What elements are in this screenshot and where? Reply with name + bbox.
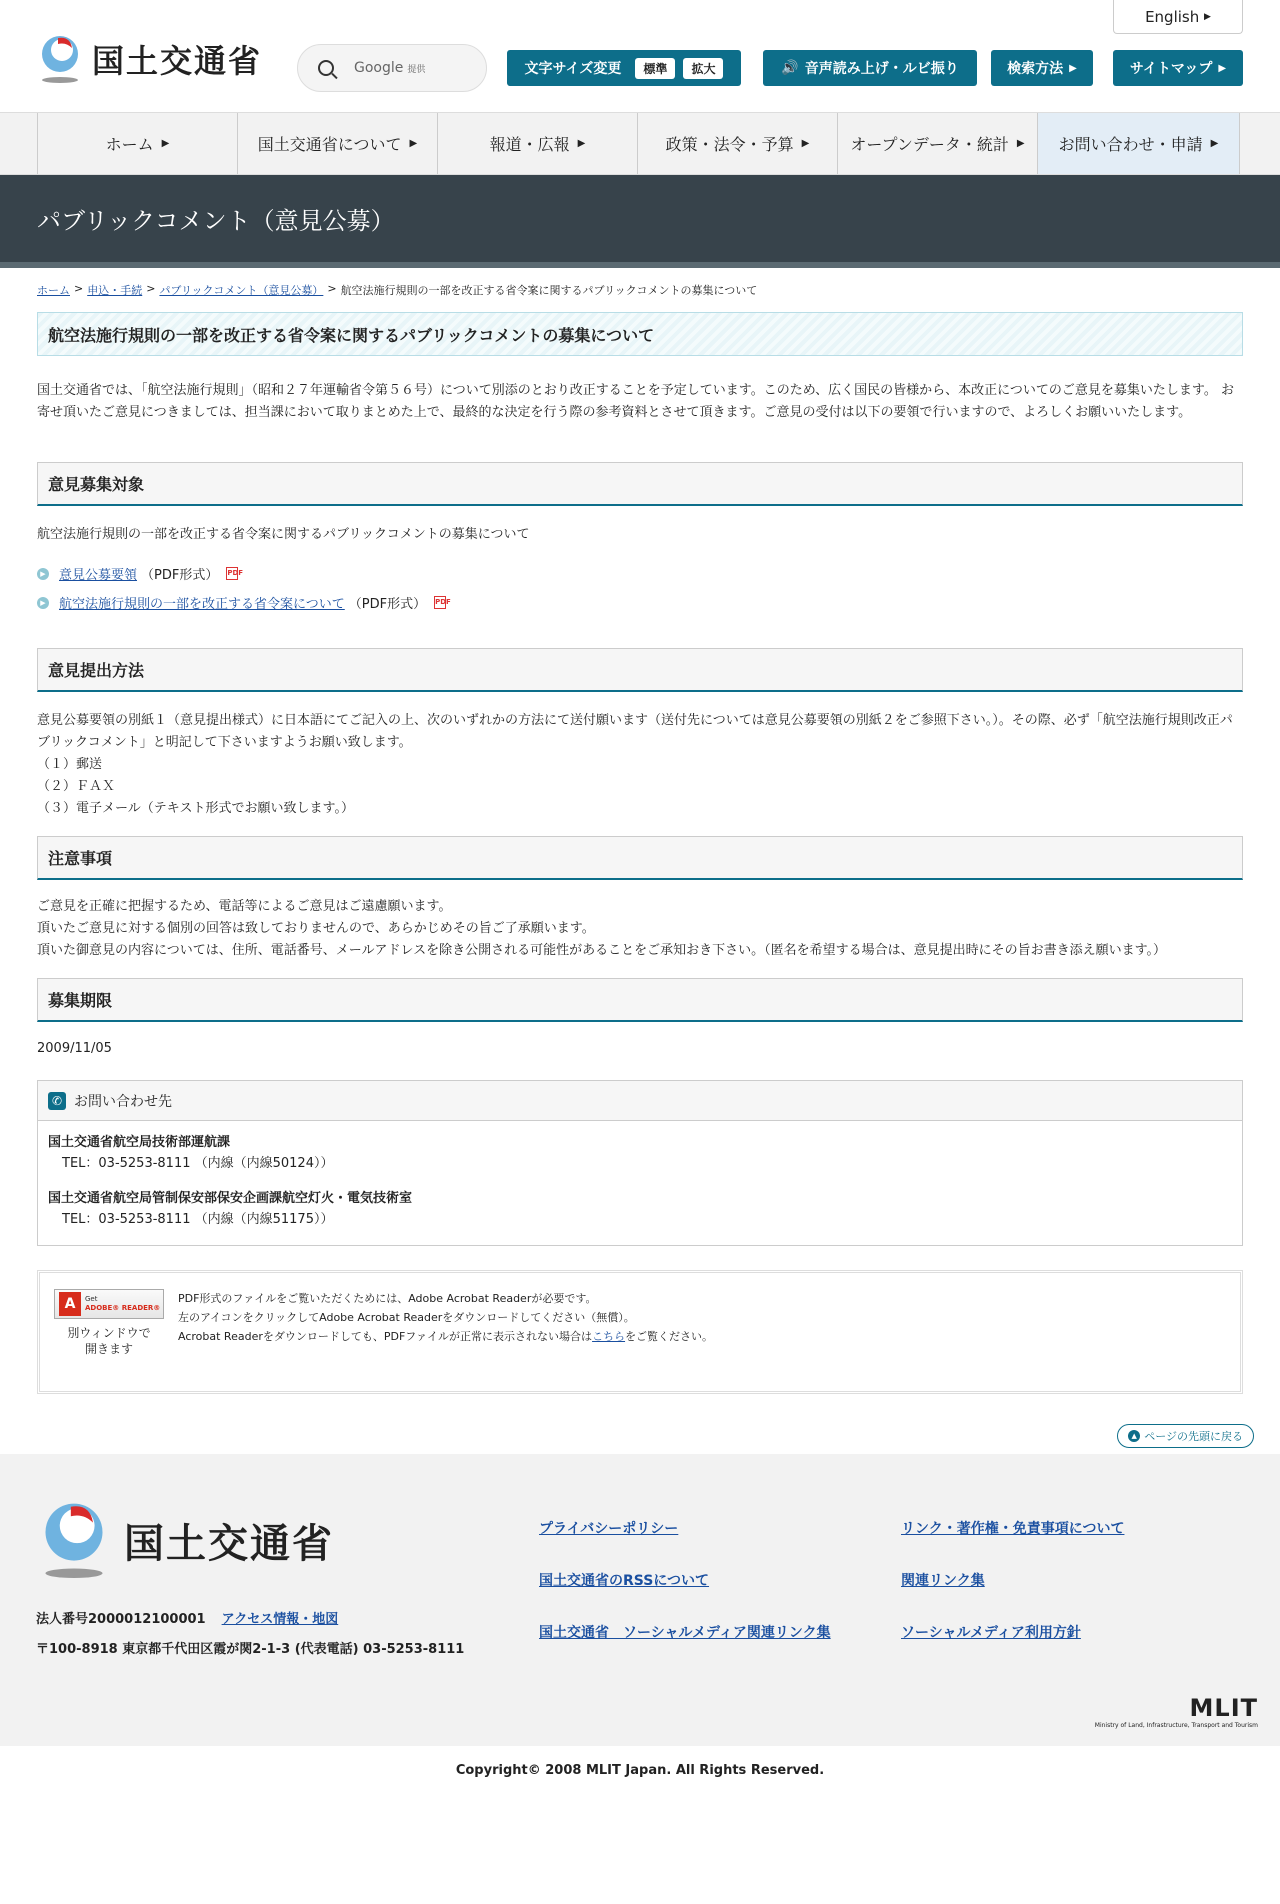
- rss-link[interactable]: 国土交通省のRSSについて: [539, 1573, 710, 1589]
- chevron-right-icon: ▶: [1210, 138, 1219, 149]
- back-to-top-button[interactable]: [1117, 1424, 1254, 1448]
- english-label: English: [1145, 7, 1200, 26]
- contact-heading-label: お問い合わせ先: [74, 1093, 172, 1110]
- nav-label: ホーム: [105, 135, 154, 154]
- font-size-standard-button[interactable]: 標準: [635, 58, 675, 79]
- breadcrumb-current: 航空法施行規則の一部を改正する省令案に関するパブリックコメントの募集について: [340, 284, 758, 297]
- bullet-arrow-icon: ▶: [37, 597, 49, 609]
- acrobat-caption: 別ウィンドウで 開きます: [67, 1326, 151, 1356]
- acrobat-info-line: PDF形式のファイルをご覧いただくためには、Adobe Acrobat Readerが必要です。: [178, 1292, 597, 1305]
- note-line: ご意見を正確に把握するため、電話等によるご意見はご遠慮願います。: [37, 899, 452, 914]
- acrobat-notice: [37, 1270, 1243, 1394]
- pdf-icon: PDF: [434, 596, 446, 609]
- speaker-icon: 🔊: [781, 60, 799, 76]
- article-lead: 国土交通省では、「航空法施行規則」（昭和２７年運輸省令第５６号）について別添のとおり改正することを予定しています。このため、広く国民の皆様から、本改正についてのご意見を募集いたします。 お寄せ頂いたご意見につきましては、担当課において取りまとめた上で、最終的な決定を行う際の参考資料とさせて頂きます。ご意見の受付は以下の要領で行いますので、よろしくお願いいたします。: [37, 383, 1235, 420]
- guidelines-link[interactable]: 意見公募要領: [59, 568, 138, 583]
- copyright-disclaimer-link[interactable]: リンク・著作権・免責事項について: [901, 1521, 1125, 1537]
- phone-icon: ✆: [48, 1092, 66, 1110]
- note-line: 頂いたご意見に対する個別の回答は致しておりませんので、あらかじめその旨ご了承願います。: [37, 921, 595, 936]
- chevron-right-icon: ▶: [801, 138, 810, 149]
- breadcrumb-procedures[interactable]: 申込・手続: [87, 284, 143, 297]
- get-adobe-reader-button[interactable]: [54, 1289, 164, 1319]
- nav-label: 報道・広報: [489, 135, 570, 154]
- breadcrumb-public-comment[interactable]: パブリックコメント（意見公募）: [159, 284, 324, 297]
- sitemap-button[interactable]: [1113, 50, 1243, 86]
- logo-text: 国土交通省: [92, 42, 263, 80]
- pdf-format-label: （PDF形式）: [141, 568, 219, 583]
- main-content: [0, 282, 1280, 1394]
- pdf-icon: PDF: [226, 567, 238, 580]
- footer-logo-text: 国土交通省: [124, 1520, 334, 1567]
- voice-ruby-label: 音声読み上げ・ルビ振り: [804, 61, 959, 77]
- nav-contact[interactable]: [1037, 113, 1240, 174]
- sitemap-label: サイトマップ: [1129, 61, 1213, 77]
- mlit-wordmark: [1095, 1694, 1258, 1729]
- contact-tel: TEL：03-5253-8111 （内線（内線51175））: [62, 1212, 334, 1227]
- footer-address: 〒100-8918 東京都千代田区霞が関2-1-3 (代表電話) 03-5253-8111: [36, 1642, 465, 1657]
- section-heading-deadline: 募集期限: [37, 978, 1243, 1022]
- search-method-button[interactable]: [991, 50, 1093, 86]
- acrobat-info-line: 左のアイコンをクリックしてAdobe Acrobat Readerをダウンロードしてください（無償）。: [178, 1311, 635, 1324]
- breadcrumb-home[interactable]: ホーム: [37, 284, 70, 297]
- nav-about[interactable]: [237, 113, 437, 174]
- breadcrumb-separator: >: [327, 282, 337, 295]
- nav-label: お問い合わせ・申請: [1058, 135, 1203, 154]
- get-adobe-reader-badge[interactable]: [54, 1289, 164, 1375]
- adobe-reader-icon: A: [59, 1292, 81, 1316]
- nav-home[interactable]: [37, 113, 237, 174]
- adobe-badge-text: Get ADOBE® READER®: [85, 1295, 161, 1312]
- back-to-top-label: ページの先頭に戻る: [1144, 1430, 1243, 1443]
- article-title: 航空法施行規則の一部を改正する省令案に関するパブリックコメントの募集について: [37, 312, 1243, 356]
- method-item: （２）ＦＡＸ: [37, 779, 116, 794]
- english-button[interactable]: [1113, 0, 1243, 34]
- mlit-wordmark-sub: Ministry of Land, Infrastructure, Transport and Tourism: [1094, 1722, 1258, 1729]
- nav-policy[interactable]: [637, 113, 837, 174]
- social-media-policy-link[interactable]: ソーシャルメディア利用方針: [901, 1625, 1081, 1641]
- method-item: （１）郵送: [37, 757, 103, 772]
- chevron-right-icon: ▶: [1218, 62, 1227, 74]
- copyright: Copyright© 2008 MLIT Japan. All Rights Reserved.: [0, 1746, 1280, 1794]
- font-size-label: 文字サイズ変更: [524, 61, 622, 77]
- corp-number-row: [36, 1608, 338, 1627]
- mlit-logo-icon: [36, 34, 84, 84]
- contact-box: [37, 1080, 1243, 1246]
- page-title: パブリックコメント（意見公募）: [37, 207, 395, 235]
- page-title-band: [0, 175, 1280, 268]
- nav-press[interactable]: [437, 113, 637, 174]
- mlit-logo-icon: [36, 1498, 112, 1582]
- note-line: 頂いた御意見の内容については、住所、電話番号、メールアドレスを除き公開される可能性があることをご承知おき下さい。（匿名を希望する場合は、意見提出時にその旨お書き添え願います。）: [37, 943, 1167, 958]
- bullet-arrow-icon: ▶: [37, 568, 49, 580]
- nav-label: オープンデータ・統計: [850, 135, 1009, 154]
- section-heading-notes: 注意事項: [37, 836, 1243, 880]
- draft-ordinance-link[interactable]: 航空法施行規則の一部を改正する省令案について: [59, 597, 345, 612]
- global-nav: [0, 112, 1280, 175]
- search-icon: [318, 60, 334, 76]
- site-header: [0, 0, 1280, 112]
- search-label: Google 提供: [354, 60, 426, 76]
- search-method-label: 検索方法: [1007, 61, 1064, 77]
- chevron-right-icon: ▶: [1069, 62, 1077, 74]
- privacy-policy-link[interactable]: プライバシーポリシー: [539, 1521, 679, 1537]
- breadcrumb-separator: >: [74, 282, 84, 295]
- target-text: 航空法施行規則の一部を改正する省令案に関するパブリックコメントの募集について: [37, 527, 530, 542]
- contact-org: 国土交通省航空局技術部運航課: [48, 1135, 231, 1150]
- site-footer: [0, 1454, 1280, 1746]
- chevron-right-icon: ▶: [577, 138, 586, 149]
- acrobat-info: [178, 1289, 713, 1375]
- breadcrumb: [37, 282, 1243, 298]
- contact-tel: TEL：03-5253-8111 （内線（内線50124））: [62, 1156, 334, 1171]
- contact-heading: [38, 1081, 1242, 1121]
- breadcrumb-separator: >: [146, 282, 156, 295]
- chevron-right-icon: ▶: [161, 138, 170, 149]
- arrow-up-icon: ▲: [1128, 1430, 1140, 1442]
- section-heading-method: 意見提出方法: [37, 648, 1243, 692]
- related-links-link[interactable]: 関連リンク集: [901, 1573, 985, 1589]
- contact-body: [38, 1121, 1242, 1245]
- contact-org: 国土交通省航空局管制保安部保安企画課航空灯火・電気技術室: [48, 1191, 413, 1206]
- acrobat-help-link[interactable]: こちら: [592, 1330, 626, 1343]
- pagetop-area: [0, 1394, 1280, 1454]
- chevron-right-icon: ▶: [1016, 138, 1025, 149]
- nav-label: 国土交通省について: [257, 135, 402, 154]
- chevron-right-icon: ▶: [409, 138, 418, 149]
- font-size-control: [507, 50, 741, 86]
- voice-ruby-button[interactable]: [763, 50, 977, 86]
- site-logo[interactable]: [36, 34, 262, 84]
- nav-opendata[interactable]: [837, 113, 1037, 174]
- font-size-large-button[interactable]: 拡大: [683, 58, 723, 79]
- acrobat-info-line: Acrobat Readerをダウンロードしても、PDFファイルが正常に表示されない場合はこちらをご覧ください。: [178, 1330, 714, 1343]
- footer-logo[interactable]: [36, 1498, 334, 1582]
- chevron-right-icon: ▶: [1204, 11, 1211, 22]
- mlit-wordmark-text: MLIT: [1189, 1694, 1258, 1722]
- deadline-date: 2009/11/05: [37, 1041, 112, 1056]
- corp-number: 法人番号2000012100001: [36, 1612, 206, 1627]
- section-heading-target: 意見募集対象: [37, 462, 1243, 506]
- pdf-format-label: （PDF形式）: [348, 597, 427, 612]
- nav-label: 政策・法令・予算: [665, 135, 794, 154]
- method-item: （３）電子メール（テキスト形式でお願い致します。）: [37, 801, 354, 816]
- method-text: 意見公募要領の別紙１（意見提出様式）に日本語にてご記入の上、次のいずれかの方法にて送付願います（送付先については意見公募要領の別紙２をご参照下さい。）。その際、必ず「航空法施行規則改正パブリックコメント」と明記して下さいますようお願い致します。: [37, 713, 1233, 750]
- social-media-links-link[interactable]: 国土交通省 ソーシャルメディア関連リンク集: [539, 1625, 831, 1641]
- site-search[interactable]: [297, 44, 487, 92]
- pdf-link-draft: [37, 593, 1243, 612]
- pdf-link-guidelines: [37, 564, 1243, 583]
- access-map-link[interactable]: アクセス情報・地図: [221, 1612, 339, 1627]
